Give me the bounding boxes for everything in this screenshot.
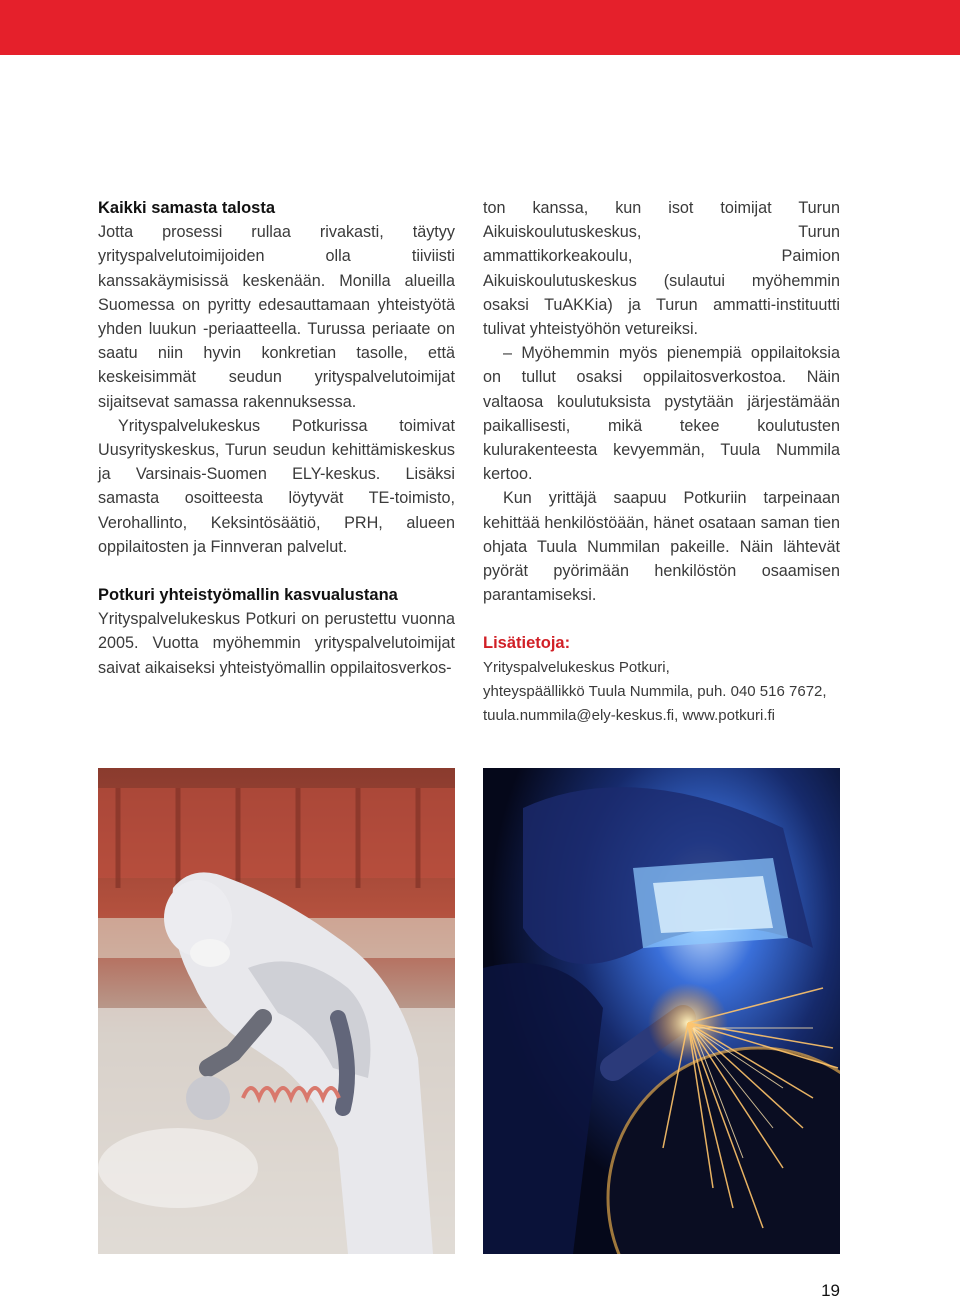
page-number: 19 [821,1281,840,1300]
info-line: yhteyspäällikkö Tuula Nummila, puh. 040 516 7672, [483,682,827,700]
left-text-column [98,196,455,680]
info-line: tuula.nummila@ely-keskus.fi, www.potkuri.fi [483,707,775,725]
paragraph: Yrityspalvelukeskus Potkurissa toimivat Uusyrityskeskus, Turun seudun kehittämiskeskus ja Varsinais-Suomen ELY-keskus. Lisäksi samasta osoitteesta löytyvät TE-toimisto, Verohallinto, Keksintösäätiö, PRH, alueen oppilaitosten ja Finnveran palvelut. [98,416,455,556]
right-text-column [483,196,840,728]
paragraph: Yrityspalvelukeskus Potkuri on perustettu vuonna 2005. Vuotta myöhemmin yrityspalvelutoimijat saivat aikaiseksi yhteistyömallin oppilaitosverkos- [98,610,455,677]
paragraph: ton kanssa, kun isot toimijat Turun Aikuiskoulutuskeskus, Turun ammattikorkeakoulu, Paimion Aikuiskoulutuskeskus (sulautui myöhemmin osaksi TuAKKia) ja Turun ammatti-instituutti tulivat yhteistyöhön vetureiksi. [483,199,840,339]
info-heading: Lisätietoja: [483,634,571,653]
paragraph: Kun yrittäjä saapuu Potkuriin tarpeinaan kehittää henkilöstöään, hänet osataan saman tien ohjata Tuula Nummilan pakeille. Näin lähtevät pyörät pyörimään henkilöstön osaamisen parantamiseksi. [483,489,840,605]
welding-sparks-photo [483,768,840,1254]
painter-photo [98,768,455,1254]
section-heading-potkuri: Potkuri yhteistyömallin kasvualustana [98,586,398,605]
paragraph: – Myöhemmin myös pienempiä oppilaitoksia on tullut osaksi oppilaitosverkostoa. Näin valtaosa koulutuksista pystytään järjestämään paikallisesti, mikä tekee koulutusten kulurakenteesta kevyemmän, Tuula Nummila kertoo. [483,344,840,484]
paragraph: Jotta prosessi rullaa rivakasti, täytyy yrityspalvelutoimijoiden olla tiiviisti kanssakäymisissä keskenään. Monilla alueilla Suomessa on pyritty edesauttamaan yhteistyötä yhden luukun -periaatteella. Turussa periaate on saatu niin hyvin konkretian tasolle, että keskeisimmät seudun yrityspalvelutoimijat sijaitsevat samassa rakennuksessa. [98,223,455,411]
info-line: Yrityspalvelukeskus Potkuri, [483,658,670,676]
top-accent-bar [0,0,960,55]
section-heading-kaikki: Kaikki samasta talosta [98,199,276,217]
